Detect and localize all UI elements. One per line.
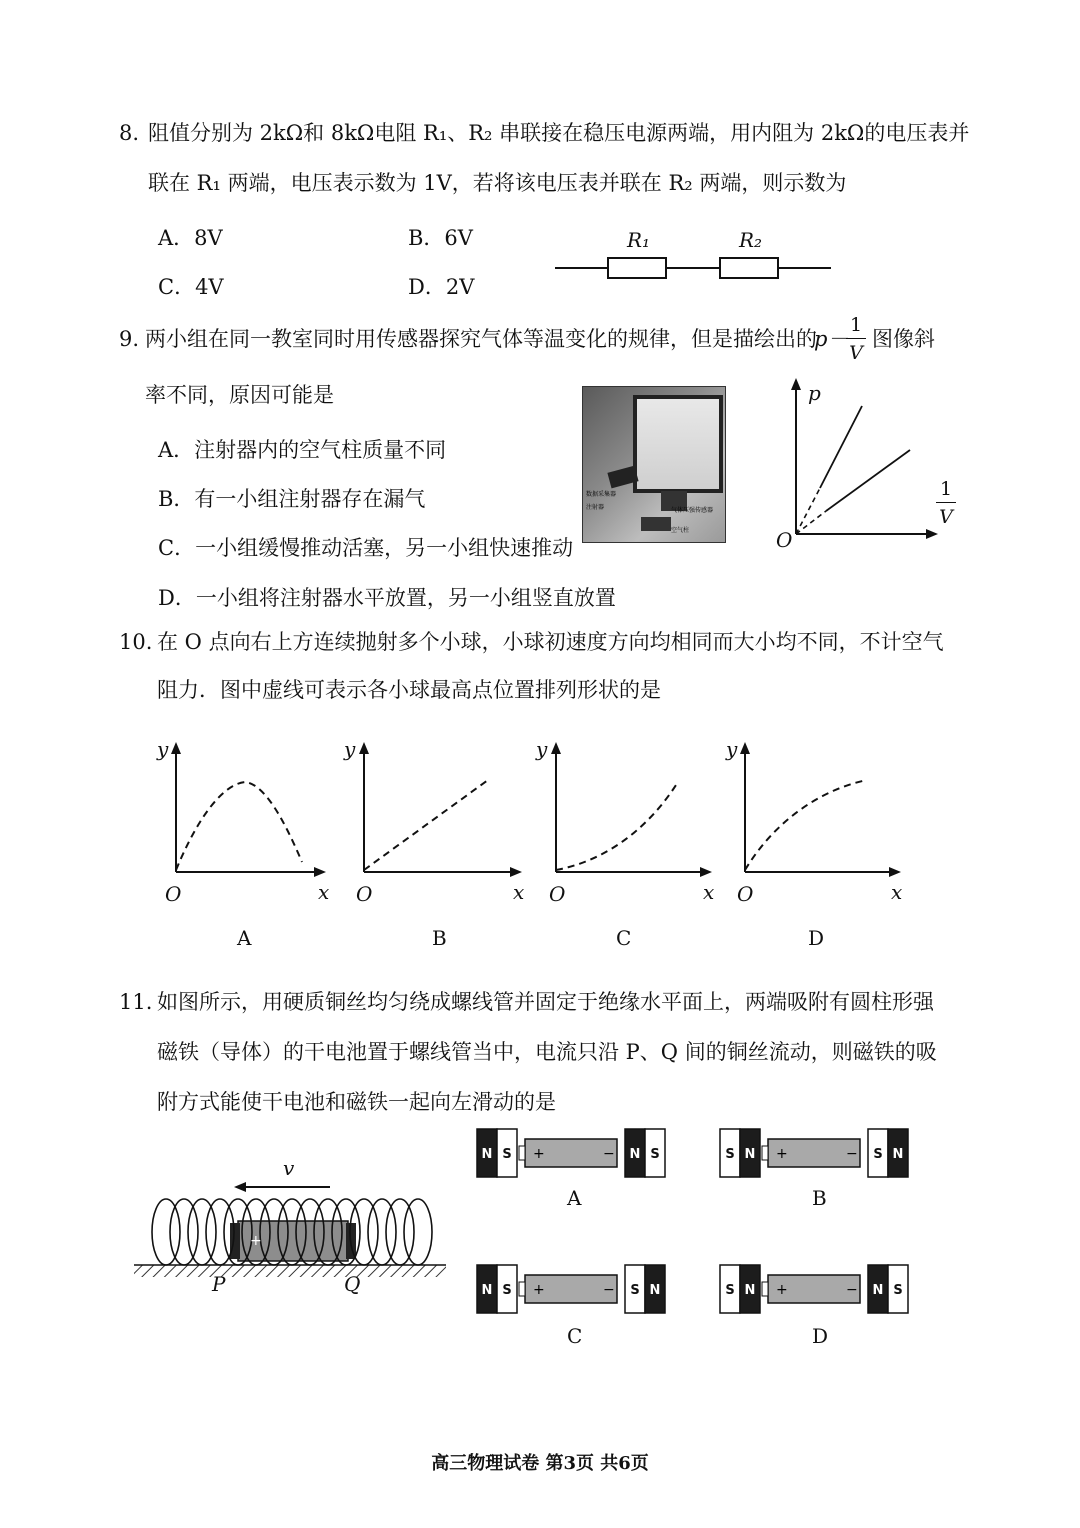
q11-stem-line3: 附方式能使干电池和磁铁一起向左滑动的是 bbox=[157, 1090, 556, 1114]
left-magnet-outer-pole-label: S bbox=[725, 1147, 735, 1162]
battery-minus-label: − bbox=[603, 1146, 615, 1162]
right-magnet-inner-pole-label: N bbox=[629, 1147, 641, 1162]
q9-option-c[interactable]: C．一小组缓慢推动活塞，另一小组快速推动 bbox=[158, 536, 574, 560]
q11-stem-line2: 磁铁（导体）的干电池置于螺线管当中，电流只沿 P、Q 间的铜丝流动，则磁铁的吸 bbox=[157, 1040, 937, 1064]
resistor-r1 bbox=[608, 258, 666, 278]
q10-d-letter: D bbox=[808, 926, 825, 950]
q9-graph-x-num: 1 bbox=[939, 478, 953, 500]
q8-option-c[interactable]: C．4V bbox=[158, 275, 224, 299]
q8-option-a[interactable]: A．8V bbox=[158, 226, 223, 250]
q11-option-c-figure[interactable] bbox=[477, 1265, 665, 1317]
left-magnet-outer-pole-label: S bbox=[725, 1283, 735, 1298]
battery-terminal bbox=[519, 1146, 525, 1160]
photo-caption-aircolumn: 空气柱 bbox=[671, 527, 690, 534]
q10-a-x-label: x bbox=[318, 880, 330, 904]
q11-option-b-figure[interactable] bbox=[720, 1129, 908, 1181]
syringe-device bbox=[641, 517, 671, 531]
svg-text:+: + bbox=[250, 1233, 262, 1249]
photo-caption-sensor: 气体压强传感器 bbox=[671, 507, 714, 514]
q10-stem-line2: 阻力．图中虚线可表示各小球最高点位置排列形状的是 bbox=[157, 678, 661, 702]
q10-d-y-label: y bbox=[726, 737, 738, 761]
q10-graph-d[interactable] bbox=[739, 742, 909, 877]
q8-number: 8. bbox=[119, 121, 140, 145]
q9-frac-num: 1 bbox=[849, 314, 863, 336]
q10-stem-line1: 在 O 点向右上方连续抛射多个小球，小球初速度方向均相同而大小均不同，不计空气 bbox=[157, 630, 944, 654]
q11-solenoid-figure bbox=[130, 1175, 450, 1290]
q9-p-inverse-v-graph bbox=[780, 378, 940, 548]
q9-option-b[interactable]: B．有一小组注射器存在漏气 bbox=[158, 487, 426, 511]
q10-c-origin: O bbox=[549, 882, 566, 906]
q9-number: 9. bbox=[119, 327, 140, 351]
q10-c-y-label: y bbox=[536, 737, 548, 761]
monitor-screen bbox=[633, 395, 723, 493]
battery-minus-label: − bbox=[846, 1282, 858, 1298]
left-magnet-inner-pole-label: S bbox=[502, 1147, 512, 1162]
q11-option-c-letter: C bbox=[567, 1324, 583, 1348]
q9-stem-tail: 图像斜 bbox=[872, 327, 935, 351]
q8-circuit-diagram bbox=[555, 225, 835, 285]
q10-b-origin: O bbox=[356, 882, 373, 906]
right-magnet-outer-pole-label: N bbox=[892, 1147, 904, 1162]
q10-c-x-label: x bbox=[703, 880, 715, 904]
left-magnet-inner-pole-label: S bbox=[502, 1283, 512, 1298]
q10-b-letter: B bbox=[432, 926, 447, 950]
right-magnet-inner-pole-label: S bbox=[873, 1147, 883, 1162]
r1-label: R₁ bbox=[627, 228, 651, 252]
q9-graph-x-den: V bbox=[939, 506, 953, 528]
q9-graph-origin: O bbox=[776, 528, 793, 552]
battery-terminal bbox=[762, 1282, 768, 1296]
battery-plus-label: + bbox=[776, 1282, 788, 1298]
q11-option-a-letter: A bbox=[567, 1186, 582, 1210]
q8-stem-line1: 阻值分别为 2kΩ和 8kΩ电阻 R₁、R₂ 串联接在稳压电源两端，用内阻为 2kΩ的电压表并 bbox=[148, 121, 970, 145]
q11-option-a-figure[interactable] bbox=[477, 1129, 665, 1181]
q11-stem-line1: 如图所示，用硬质铜丝均匀绕成螺线管并固定于绝缘水平面上，两端吸附有圆柱形强 bbox=[157, 990, 934, 1014]
q9-graph-y-label: p bbox=[808, 381, 821, 405]
q10-b-y-label: y bbox=[344, 737, 356, 761]
q9-p-minus: p－ bbox=[814, 327, 849, 351]
battery-minus-label: − bbox=[603, 1282, 615, 1298]
battery-plus-label: + bbox=[776, 1146, 788, 1162]
q11-velocity-label: v bbox=[283, 1156, 295, 1180]
q10-d-x-label: x bbox=[891, 880, 903, 904]
q11-q-label: Q bbox=[344, 1272, 361, 1296]
right-magnet-inner-pole-label: S bbox=[630, 1283, 640, 1298]
q11-option-d-letter: D bbox=[812, 1324, 829, 1348]
resistor-r2 bbox=[720, 258, 778, 278]
q10-c-letter: C bbox=[616, 926, 632, 950]
q11-option-b-letter: B bbox=[812, 1186, 827, 1210]
left-magnet-outer-pole-label: N bbox=[481, 1283, 493, 1298]
battery-terminal bbox=[762, 1146, 768, 1160]
q10-number: 10. bbox=[119, 630, 153, 654]
r2-label: R₂ bbox=[739, 228, 763, 252]
battery-plus-label: + bbox=[533, 1146, 545, 1162]
q8-option-b[interactable]: B．6V bbox=[408, 226, 473, 250]
q10-b-x-label: x bbox=[513, 880, 525, 904]
q10-a-origin: O bbox=[165, 882, 182, 906]
q8-stem-line2: 联在 R₁ 两端，电压表示数为 1V，若将该电压表并联在 R₂ 两端，则示数为 bbox=[148, 171, 847, 195]
right-magnet-outer-pole-label: S bbox=[893, 1283, 903, 1298]
q11-p-label: P bbox=[212, 1272, 226, 1296]
battery-plus-label: + bbox=[533, 1282, 545, 1298]
q11-number: 11. bbox=[119, 990, 153, 1014]
q9-stem-line1: 两小组在同一教室同时用传感器探究气体等温变化的规律，但是描绘出的 bbox=[145, 327, 817, 351]
right-magnet-outer-pole-label: N bbox=[649, 1283, 661, 1298]
photo-caption-collector: 数据采集器 bbox=[586, 491, 617, 498]
q10-graph-b[interactable] bbox=[358, 742, 528, 877]
q10-a-letter: A bbox=[237, 926, 252, 950]
left-magnet-outer-pole-label: N bbox=[481, 1147, 493, 1162]
q9-frac-den: V bbox=[849, 342, 863, 364]
q10-d-origin: O bbox=[737, 882, 754, 906]
q9-frac-bar bbox=[846, 338, 866, 339]
battery-minus-label: − bbox=[846, 1146, 858, 1162]
q10-a-y-label: y bbox=[157, 737, 169, 761]
q10-graph-a[interactable] bbox=[170, 742, 330, 877]
page-footer: 高三物理试卷 第3页 共6页 bbox=[431, 1453, 649, 1474]
q9-option-d[interactable]: D．一小组将注射器水平放置，另一小组竖直放置 bbox=[158, 586, 616, 610]
q11-option-d-figure[interactable] bbox=[720, 1265, 908, 1317]
q9-experiment-photo bbox=[582, 386, 726, 543]
left-magnet-inner-pole-label: N bbox=[744, 1283, 756, 1298]
battery-terminal bbox=[519, 1282, 525, 1296]
q9-stem-line2: 率不同，原因可能是 bbox=[145, 383, 334, 407]
q9-option-a[interactable]: A．注射器内的空气柱质量不同 bbox=[158, 438, 447, 462]
q10-graph-c[interactable] bbox=[550, 742, 720, 877]
right-magnet-outer-pole-label: S bbox=[650, 1147, 660, 1162]
left-magnet-inner-pole-label: N bbox=[744, 1147, 756, 1162]
right-magnet-inner-pole-label: N bbox=[872, 1283, 884, 1298]
photo-caption-syringe: 注射器 bbox=[586, 504, 605, 511]
q8-option-d[interactable]: D．2V bbox=[408, 275, 475, 299]
q9-graph-x-bar bbox=[936, 502, 956, 503]
